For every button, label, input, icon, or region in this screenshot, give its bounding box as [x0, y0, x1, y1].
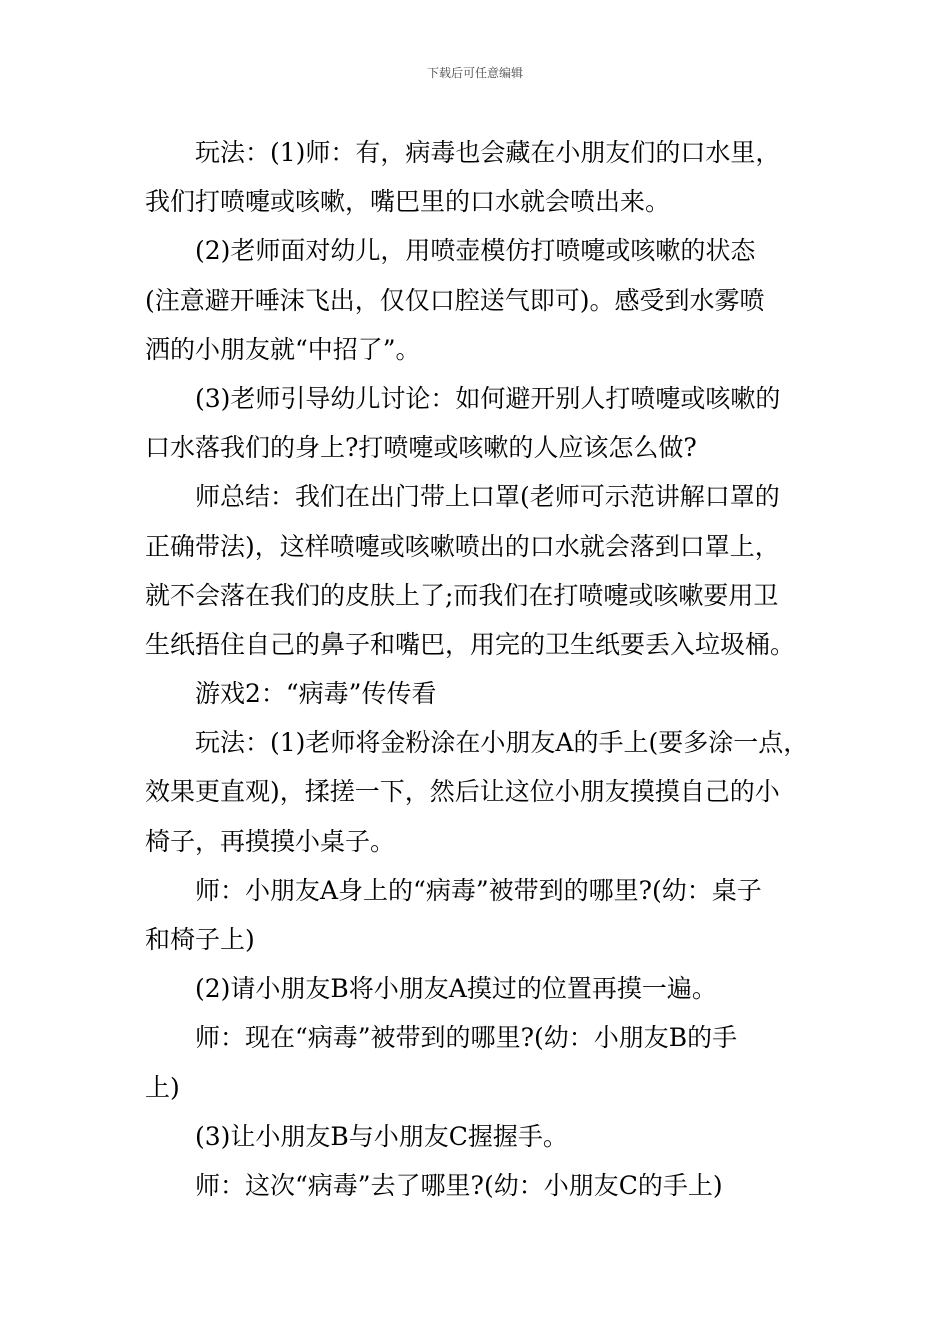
page-header: 下载后可任意编辑	[426, 66, 523, 80]
text-line: 师：现在“病毒”被带到的哪里?(幼：小朋友B的手	[195, 1023, 738, 1053]
text-line: 口水落我们的身上?打喷嚏或咳嗽的人应该怎么做?	[145, 433, 697, 463]
text-line: 椅子，再摸摸小桌子。	[145, 826, 396, 856]
text-line: 就不会落在我们的皮肤上了;而我们在打喷嚏或咳嗽要用卫	[145, 580, 779, 610]
text-line: (2)老师面对幼儿，用喷壶模仿打喷嚏或咳嗽的状态	[195, 236, 756, 266]
text-line: 洒的小朋友就“中招了”。	[145, 334, 421, 364]
text-line: 上)	[145, 1072, 180, 1102]
text-line: 师：这次“病毒”去了哪里?(幼：小朋友C的手上)	[195, 1170, 723, 1200]
text-line: (3)老师引导幼儿讨论：如何避开别人打喷嚏或咳嗽的	[195, 383, 781, 413]
text-line: 生纸捂住自己的鼻子和嘴巴，用完的卫生纸要丢入垃圾桶。	[145, 629, 796, 659]
text-line: 玩法：(1)老师将金粉涂在小朋友A的手上(要多涂一点，	[195, 728, 809, 758]
document-body	[145, 128, 810, 1210]
text-line: 效果更直观)，揉搓一下，然后让这位小朋友摸摸自己的小	[145, 777, 780, 807]
text-line: 玩法：(1)师：有，病毒也会藏在小朋友们的口水里，	[195, 138, 781, 167]
text-line: (注意避开唾沫飞出，仅仅口腔送气即可)。感受到水雾喷	[145, 285, 765, 315]
text-line: 游戏2：“病毒”传传看	[195, 679, 437, 709]
text-line: (3)让小朋友B与小朋友C握握手。	[195, 1121, 568, 1151]
text-line: (2)请小朋友B将小朋友A摸过的位置再摸一遍。	[195, 974, 717, 1004]
text-line: 师总结：我们在出门带上口罩(老师可示范讲解口罩的	[195, 482, 780, 512]
text-line: 正确带法)，这样喷嚏或咳嗽喷出的口水就会落到口罩上，	[145, 531, 780, 561]
text-line: 我们打喷嚏或咳嗽，嘴巴里的口水就会喷出来。	[145, 187, 671, 217]
text-line: 师：小朋友A身上的“病毒”被带到的哪里?(幼：桌子	[195, 875, 762, 905]
text-line: 和椅子上)	[145, 925, 255, 954]
